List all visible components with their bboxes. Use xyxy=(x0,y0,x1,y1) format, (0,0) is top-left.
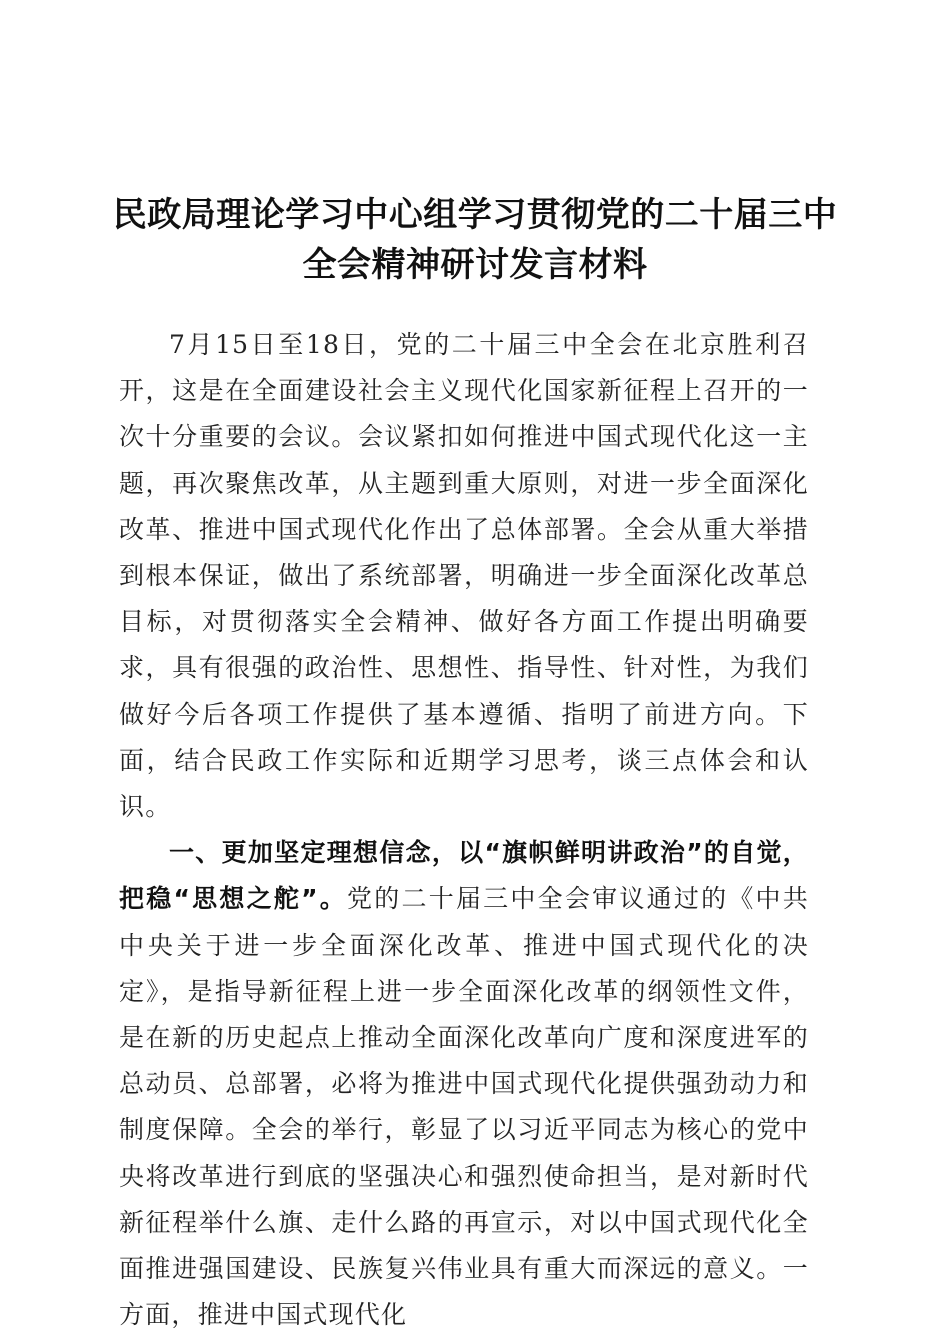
intro-paragraph: 7月15日至18日，党的二十届三中全会在北京胜利召开，这是在全面建设社会主义现代化国家新征程上召开的一次十分重要的会议。会议紧扣如何推进中国式现代化这一主题，再次聚焦改革，从主题到重大原则，对进一步全面深化改革、推进中国式现代化作出了总体部署。全会从重大举措到根本保证，做出了系统部署，明确进一步全面深化改革总目标，对贯彻落实全会精神、做好各方面工作提出明确要求，具有很强的政治性、思想性、指导性、针对性，为我们做好今后各项工作提供了基本遵循、指明了前进方向。下面，结合民政工作实际和近期学习思考，谈三点体会和认识。 xyxy=(119,330,809,822)
section-one-heading: 一、更加坚定理想信念，以“旗帜鲜明讲政治”的自觉，把稳“思想之舵”。 xyxy=(119,838,809,914)
document-body xyxy=(119,322,809,1338)
document-title: 民政局理论学习中心组学习贯彻党的二十届三中全会精神研讨发言材料 xyxy=(112,195,838,285)
section-one-paragraph xyxy=(119,830,809,1338)
section-one-body: 党的二十届三中全会审议通过的《中共中央关于进一步全面深化改革、推进中国式现代化的决定》，是指导新征程上进一步全面深化改革的纲领性文件，是在新的历史起点上推动全面深化改革向广度和深度进军的总动员、总部署，必将为推进中国式现代化提供强劲动力和制度保障。全会的举行，彰显了以习近平同志为核心的党中央将改革进行到底的坚强决心和强烈使命担当，是对新时代新征程举什么旗、走什么路的再宣示，对以中国式现代化全面推进强国建设、民族复兴伟业具有重大而深远的意义。一方面，推进中国式现代化 xyxy=(119,884,809,1330)
